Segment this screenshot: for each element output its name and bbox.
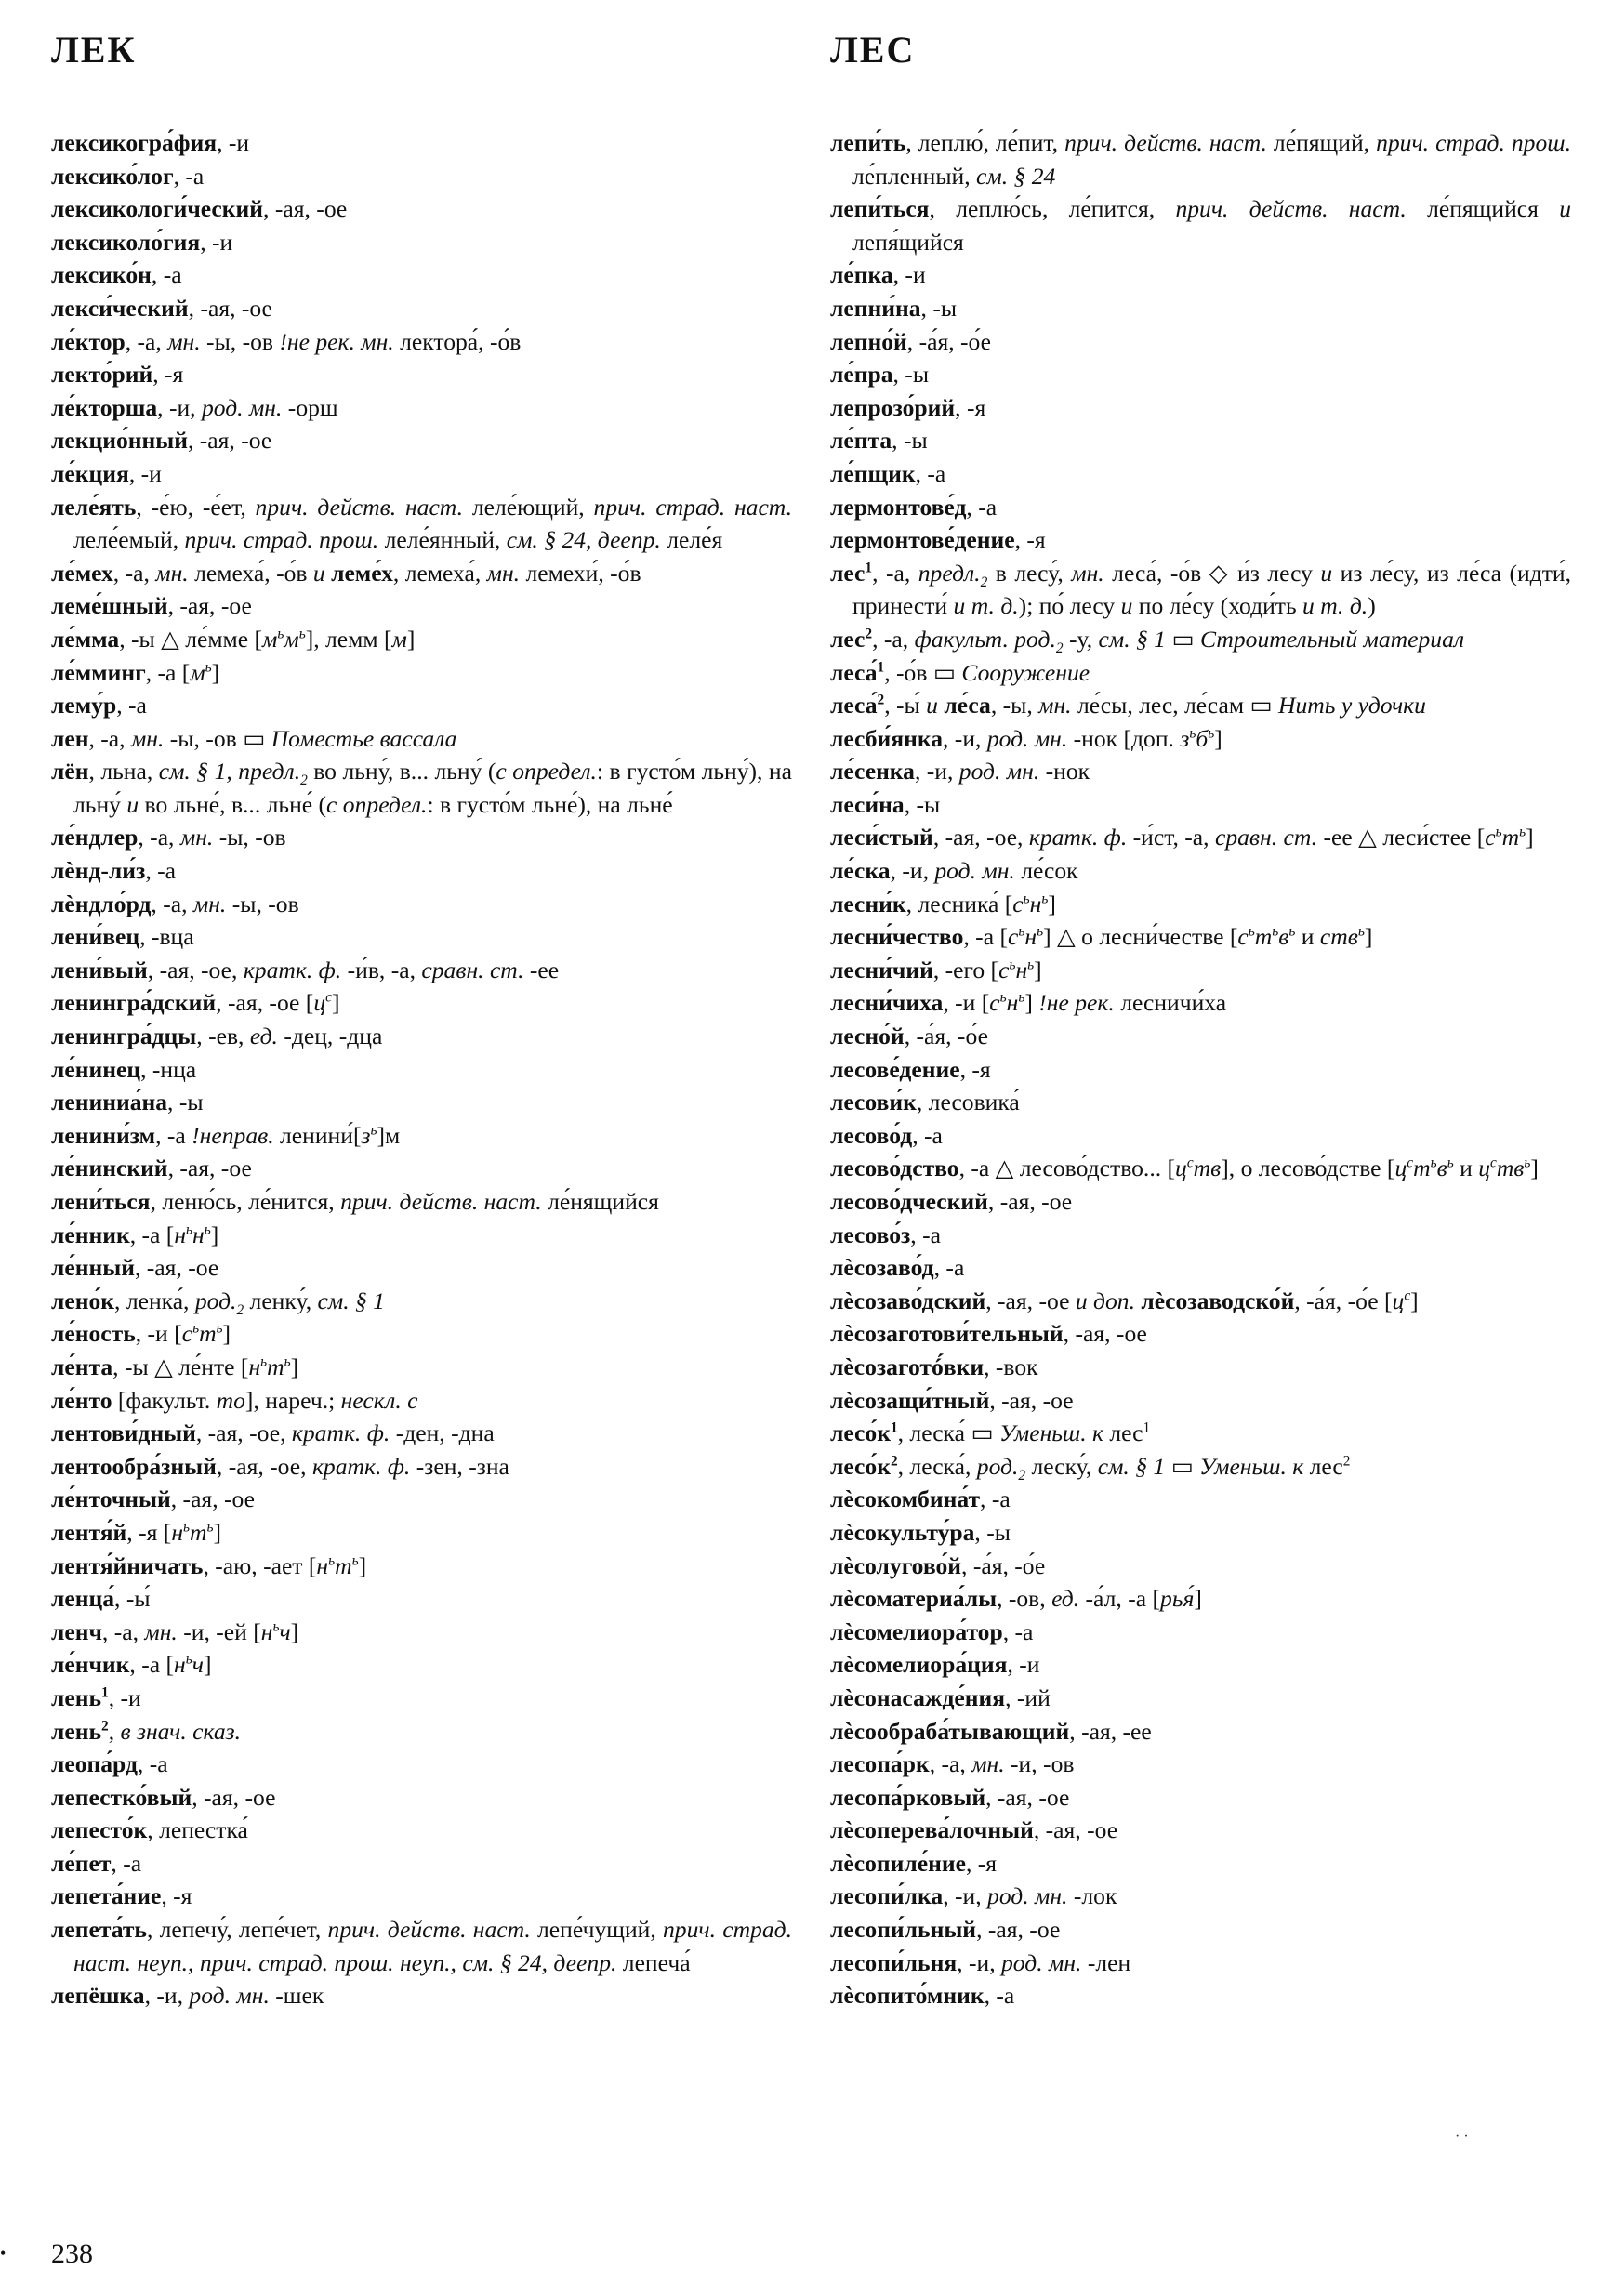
dictionary-entry: лѐсозаво́дский, -ая, -ое и доп. лѐсозаводско́й, -а́я, -о́е $[ц^с]$ [830, 1287, 1419, 1314]
dictionary-entry: ле́пет, -а [51, 1849, 142, 1877]
running-head-left: ЛЕК [51, 29, 137, 71]
dictionary-entry: лесопа́рк, -а, мн. -и, -ов [830, 1750, 1075, 1778]
dictionary-entry: лѐсоперева́лочный, -ая, -ое [830, 1816, 1118, 1844]
dictionary-entry: леси́на, -ы [830, 790, 941, 818]
dictionary-entry: ле́мех, -а, мн. лемеха́, -о́в и леме́х, лемеха́, мн. лемехи́, -о́в [51, 559, 641, 587]
dictionary-entry: ле́кторша, -и, род. мн. -орш [51, 393, 338, 421]
dictionary-entry: ленца́, -ы́ [51, 1585, 151, 1613]
dictionary-entry: лесово́дство, -а △ лесово́дство... $[ц^ств]$, о лесово́дстве [$ц^ст^ьв^ь$ и $ц^ств^ь$] [830, 1155, 1539, 1182]
dictionary-entry: ле́нинский, -ая, -ое [51, 1155, 252, 1182]
dictionary-entry: лѐсопито́мник, -а [830, 1982, 1015, 2010]
dictionary-entry: лесово́дческий, -ая, -ое [830, 1188, 1073, 1215]
dictionary-entry: лепни́на, -ы [830, 294, 958, 322]
running-head-right: ЛЕС [830, 29, 916, 71]
dictionary-entry: лесни́чиха, -и $[с^ьн^ь]$ !не рек. лесничи́ха [830, 989, 1227, 1017]
dictionary-entry: ле́пщик, -а [830, 459, 946, 487]
dictionary-entry: лениниа́на, -ы [51, 1089, 204, 1116]
dictionary-entry: лермонтове́д, -а [830, 493, 998, 521]
dictionary-entry: ленини́зм, -а !неправ. $ленини́[з^ь]м$ [51, 1121, 401, 1149]
dictionary-entry: лѐсозаготó́вки, -вок [830, 1353, 1038, 1380]
dictionary-entry: лепесто́к, лепестка́ [51, 1816, 248, 1844]
dictionary-entry: лѐсообраба́тывающий, -ая, -ее [830, 1717, 1152, 1745]
dictionary-entry: лесно́й, -а́я, -о́е [830, 1023, 988, 1050]
dictionary-entry: ле́нта, -ы △ ле́нте $[н^ьт^ь]$ [51, 1353, 299, 1380]
dictionary-entry: лепёшка, -и, род. мн. -шек [51, 1982, 324, 2010]
dictionary-entry: лѐсокомбина́т, -а [830, 1485, 1011, 1513]
dictionary-entry: лесни́чество, -а $[с^ьн^ь]$ △ о лесни́честве [$с^ьт^ьв^ь$ и ств$^ь$] [830, 923, 1373, 951]
dictionary-entry: лекси́ческий, -ая, -ое [51, 294, 272, 322]
dictionary-entry: лени́вец, -вца [51, 923, 194, 951]
dictionary-entry: лес$^1$, -а, $предл._2$ в лесу́, мн. леса́, -о́в ◇ и́з лесу и из ле́су, из ле́са (идти́, принести́ и т. д.); по́ лесу и по ле́су (ходи́ть и т. д.) [830, 559, 1571, 620]
dictionary-entry: лексикогра́фия, -и [51, 129, 250, 156]
dictionary-entry: $лесо́к^1$, леска́ ▭ Уменьш. к лес$^1$ [830, 1419, 1151, 1447]
dictionary-entry: ле́мма, -ы △ ле́мме $[м^ьм^ь]$, лемм [м] [51, 625, 416, 653]
dictionary-entry: лено́к, ленка́, $род._2$ ленку́, см. § 1 [51, 1287, 385, 1318]
dictionary-entry: лекто́рий, -я [51, 361, 184, 389]
dictionary-entry: ле́кция, -и [51, 459, 162, 487]
print-specks: · · [1455, 2129, 1469, 2144]
dictionary-entry: леме́шный, -ая, -ое [51, 592, 252, 620]
dictionary-entry: ле́пра, -ы [830, 361, 930, 389]
dictionary-entry: ле́ндлер, -а, мн. -ы, -ов [51, 824, 286, 851]
dictionary-entry: лѐсокульту́ра, -ы [830, 1518, 1011, 1546]
dictionary-entry: лѐнд-ли́з, -а [51, 857, 177, 885]
dictionary-entry: $лесо́к^2$, леска́, $род._2$ леску́, см. § 1 ▭ Уменьш. к лес$^2$ [830, 1452, 1351, 1484]
dictionary-entry: лѐсозаготови́тельный, -ая, -ое [830, 1320, 1147, 1348]
dictionary-entry: лексиколо́гия, -и [51, 228, 233, 256]
dictionary-entry: лѐсопиле́ние, -я [830, 1849, 998, 1877]
dictionary-entry: ле́пта, -ы [830, 427, 928, 455]
page-header [51, 28, 1539, 84]
dictionary-entry: лентообра́зный, -ая, -ое, кратк. ф. -зен, -зна [51, 1452, 509, 1480]
dictionary-entry: леса́$^1$, -о́в ▭ Сооружение [830, 658, 1090, 686]
dictionary-entry: лѐсомелиора́тор, -а [830, 1617, 1034, 1645]
dictionary-entry: лесово́з, -а [830, 1221, 941, 1248]
dictionary-entry: лепета́ние, -я [51, 1882, 192, 1910]
dictionary-entry: лени́вый, -ая, -ое, кратк. ф. -и́в, -а, сравн. ст. -ее [51, 956, 560, 983]
dictionary-entry: лѐсозащи́тный, -ая, -ое [830, 1386, 1074, 1414]
dictionary-entry: лексико́лог, -а [51, 162, 205, 190]
dictionary-entry: ле́ктор, -а, мн. -ы, -ов !не рек. мн. лектора́, -о́в [51, 327, 522, 355]
dictionary-entry: леле́ять, -е́ю, -е́ет, прич. действ. наст. леле́ющий, прич. страд. наст. леле́емый, прич. страд. прош. леле́янный, см. § 24, деепр. леле́я [51, 493, 792, 554]
dictionary-entry: лени́ться, леню́сь, ле́нится, прич. действ. наст. ле́нящийся [51, 1188, 659, 1215]
dictionary-entry: лесни́к, лесника́ $[с^ьн^ь]$ [830, 890, 1056, 917]
dictionary-entry: лесове́дение, -я [830, 1055, 991, 1083]
dictionary-entry: лѐсоматериа́лы, -ов, ед. -а́л, -а [рья́] [830, 1585, 1202, 1613]
dictionary-entry: лесови́к, лесовика́ [830, 1089, 1020, 1116]
dictionary-entry: ле́ность, -и $[с^ьт^ь]$ [51, 1320, 231, 1348]
dictionary-entry: лему́р, -а [51, 692, 147, 719]
dictionary-entry: ле́нинец, -нца [51, 1055, 197, 1083]
dictionary-entry: лентя́й, -я $[н^ьт^ь]$ [51, 1518, 222, 1546]
dictionary-entry: лепета́ть, лепечу́, лепе́чет, прич. действ. наст. лепе́чущий, прич. страд. наст. неуп., прич. страд. прош. неуп., см. § 24, деепр. лепеча́ [51, 1916, 792, 1976]
dictionary-entry: ле́мминг, -а $[м^ь]$ [51, 658, 220, 686]
dictionary-entry: ле́нчик, -а $[н^ьч]$ [51, 1651, 212, 1679]
dictionary-entry: ле́сенка, -и, род. мн. -нок [830, 758, 1090, 785]
dictionary-entry: ле́ска, -и, род. мн. ле́сок [830, 857, 1078, 885]
dictionary-entry: ле́нник, -а $[н^ьн^ь]$ [51, 1221, 219, 1248]
dictionary-entry: леса́$^2$, -ы́ и ле́са, -ы, мн. ле́сы, лес, ле́сам ▭ Нить у удочки [830, 692, 1426, 719]
dictionary-entry: лентя́йничать, -аю, -ает $[н^ьт^ь]$ [51, 1551, 367, 1579]
dictionary-entry: лепрозо́рий, -я [830, 393, 986, 421]
dictionary-entry: ле́нный, -ая, -ое [51, 1254, 219, 1282]
dictionary-entry: лепи́ться, леплю́сь, ле́пится, прич. действ. наст. ле́пящийся и лепя́щийся [830, 195, 1571, 256]
dictionary-entry: лесопи́льня, -и, род. мн. -лен [830, 1948, 1131, 1976]
dictionary-entry: лен, -а, мн. -ы, -ов ▭ Поместье вассала [51, 724, 457, 752]
dictionary-entry: лес$^2$, -а, факульт. $род._2$ -у, см. § 1 ▭ Строительный материал [830, 625, 1465, 657]
dictionary-entry: леси́стый, -ая, -ое, кратк. ф. -и́ст, -а, сравн. ст. -ее △ леси́стее $[с^ьт^ь]$ [830, 824, 1534, 851]
dictionary-entry: лесни́чий, -его $[с^ьн^ь]$ [830, 956, 1042, 983]
dictionary-entry: ленч, -а, мн. -и, -ей $[н^ьч]$ [51, 1617, 299, 1645]
dictionary-entry: ле́нто [факульт. то], нареч.; нескл. с [51, 1386, 418, 1414]
dictionary-entry: лѐсозаво́д, -а [830, 1254, 965, 1282]
dictionary-entry: лекцио́нный, -ая, -ое [51, 427, 272, 455]
margin-mark: • [0, 2244, 7, 2263]
dictionary-entry: лѐсолугово́й, -а́я, -о́е [830, 1551, 1046, 1579]
dictionary-entry: лепестко́вый, -ая, -ое [51, 1783, 276, 1811]
right-column [830, 126, 1571, 2012]
dictionary-entry: лентови́дный, -ая, -ое, кратк. ф. -ден, -дна [51, 1419, 495, 1447]
dictionary-entry: леопа́рд, -а [51, 1750, 168, 1778]
dictionary-entry: ленингра́дский, -ая, -ое $[ц^с]$ [51, 989, 340, 1017]
dictionary-entry: лѐсомелиора́ция, -и [830, 1651, 1040, 1679]
left-column [51, 126, 792, 2012]
page-number: 238 [51, 2238, 93, 2269]
dictionary-entry: лесопи́лка, -и, род. мн. -лок [830, 1882, 1117, 1910]
dictionary-entry: лермонтове́дение, -я [830, 526, 1046, 554]
dictionary-entry: лён, льна, см. § 1, $предл._2$ во льну́, в... льну́ (с определ.: в густо́м льну́), на льну́ и во льне́, в... льне́ (с определ.: в густо́м льне́), на льне́ [51, 758, 792, 818]
dictionary-entry: лексикологи́ческий, -ая, -ое [51, 195, 348, 223]
dictionary-entry: ленингра́дцы, -ев, ед. -дец, -дца [51, 1023, 383, 1050]
dictionary-entry: ле́нточный, -ая, -ое [51, 1485, 255, 1513]
dictionary-entry: лесопи́льный, -ая, -ое [830, 1916, 1061, 1944]
dictionary-entry: лесопа́рковый, -ая, -ое [830, 1783, 1070, 1811]
dictionary-entry: ле́пка, -и [830, 261, 926, 289]
dictionary-entry: лепно́й, -а́я, -о́е [830, 327, 992, 355]
dictionary-entry: лѐндло́рд, -а, мн. -ы, -ов [51, 890, 299, 917]
dictionary-entry: лень$^1$, -и [51, 1683, 141, 1711]
dictionary-entry: лѐсонасажде́ния, -ий [830, 1683, 1051, 1711]
dictionary-entry: лесби́янка, -и, род. мн. -нок [доп. $з^ьб^ь$] [830, 724, 1222, 752]
dictionary-entry: лесово́д, -а [830, 1121, 943, 1149]
dictionary-entry: лексико́н, -а [51, 261, 182, 289]
dictionary-entry: лепи́ть, леплю́, ле́пит, прич. действ. наст. ле́пящий, прич. страд. прош. ле́пленный, см. § 24 [830, 129, 1571, 190]
dictionary-entry: лень$^2$, в знач. сказ. [51, 1717, 242, 1745]
